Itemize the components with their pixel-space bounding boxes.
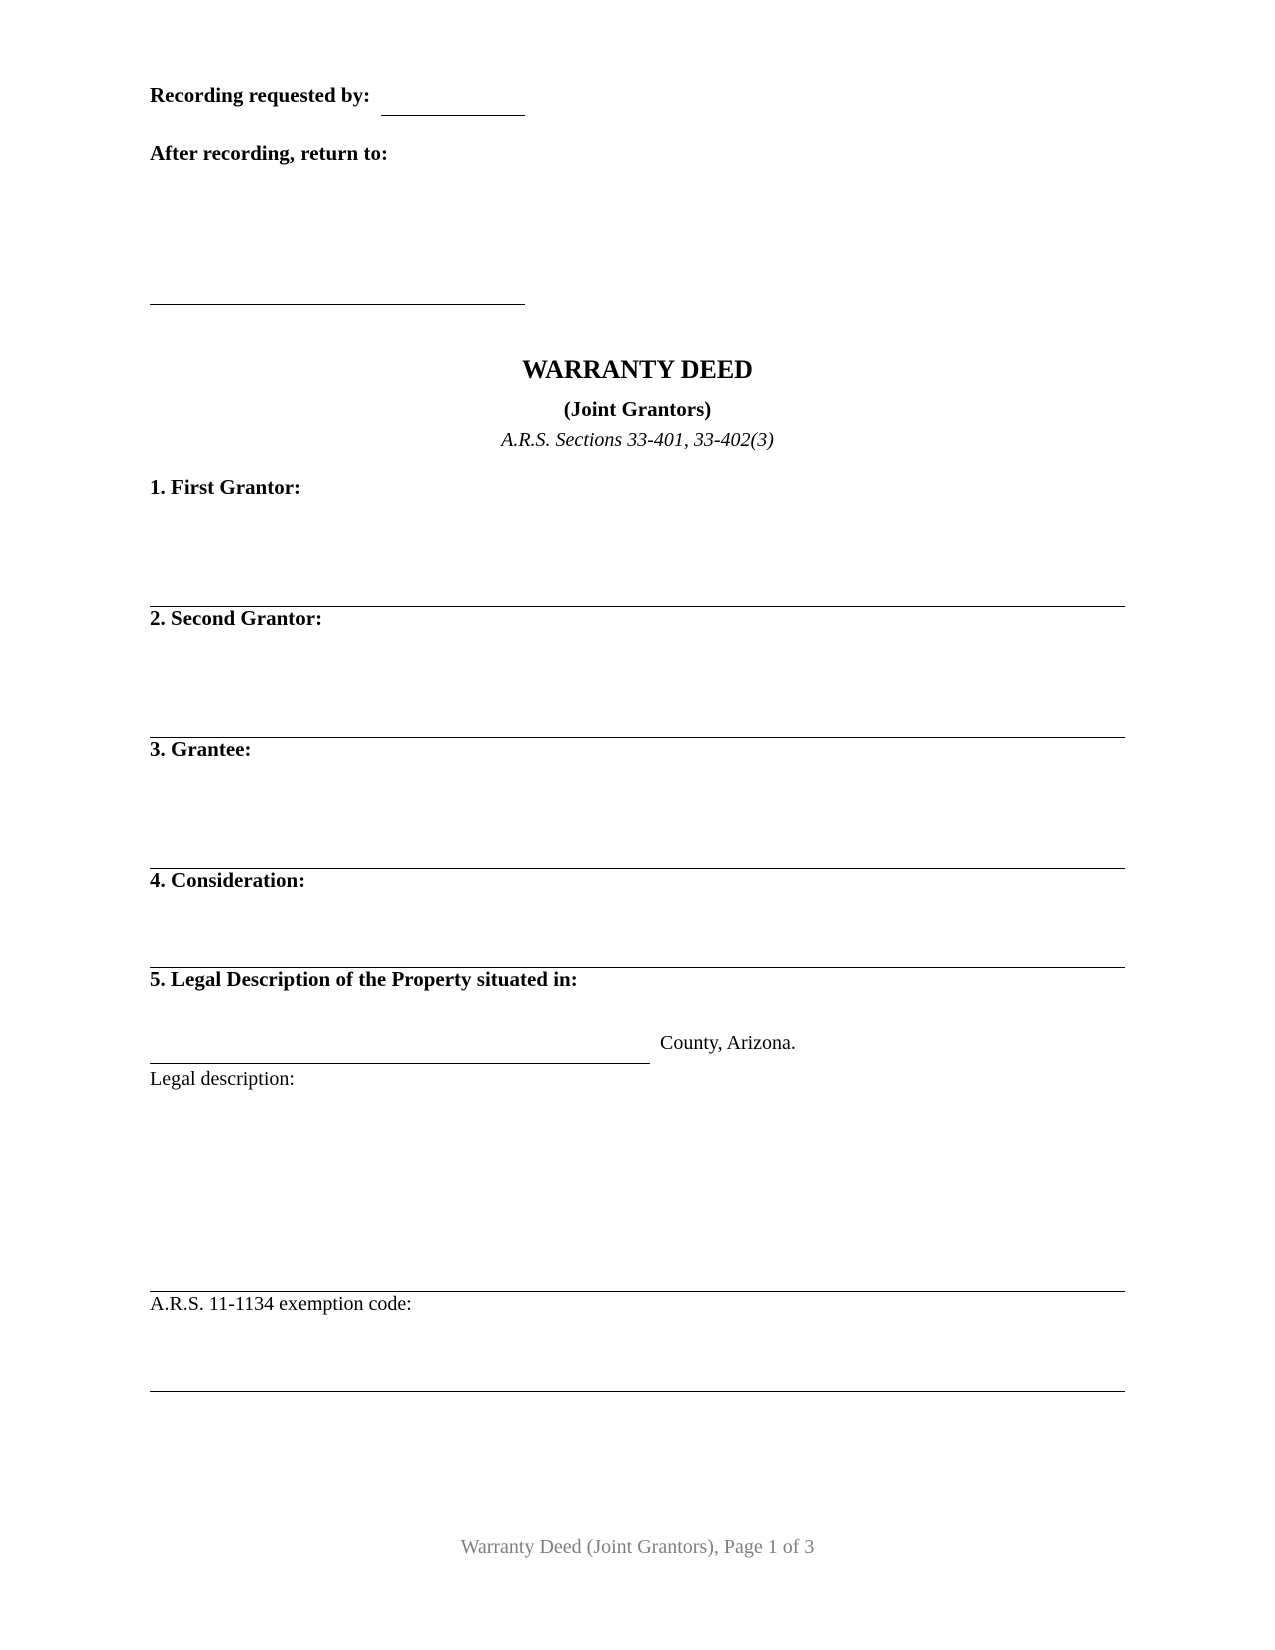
- county-line[interactable]: [150, 1063, 650, 1064]
- legal-description-label: Legal description:: [150, 1068, 295, 1090]
- legal-description-heading: 5. Legal Description of the Property situated in:: [150, 967, 578, 991]
- after-recording-return-to-label: After recording, return to:: [150, 141, 388, 165]
- document-title: WARRANTY DEED: [522, 355, 753, 384]
- county-arizona-text: County, Arizona.: [660, 1032, 796, 1054]
- recording-requested-by-line[interactable]: [381, 115, 525, 116]
- exemption-code-label: A.R.S. 11-1134 exemption code:: [150, 1293, 412, 1315]
- exemption-code-line[interactable]: [150, 1391, 1125, 1392]
- consideration-label: 4. Consideration:: [150, 868, 306, 892]
- page-footer: Warranty Deed (Joint Grantors), Page 1 of 3: [460, 1536, 815, 1558]
- second-grantor-line[interactable]: [150, 737, 1125, 738]
- first-grantor-label: 1. First Grantor:: [150, 475, 302, 499]
- second-grantor-label: 2. Second Grantor:: [150, 606, 323, 630]
- recording-requested-by-label: Recording requested by:: [150, 83, 371, 107]
- grantee-label: 3. Grantee:: [150, 737, 252, 761]
- document-subtitle: (Joint Grantors): [563, 397, 712, 421]
- statute-reference: A.R.S. Sections 33-401, 33-402(3): [501, 429, 774, 451]
- return-to-address-line[interactable]: [150, 304, 525, 305]
